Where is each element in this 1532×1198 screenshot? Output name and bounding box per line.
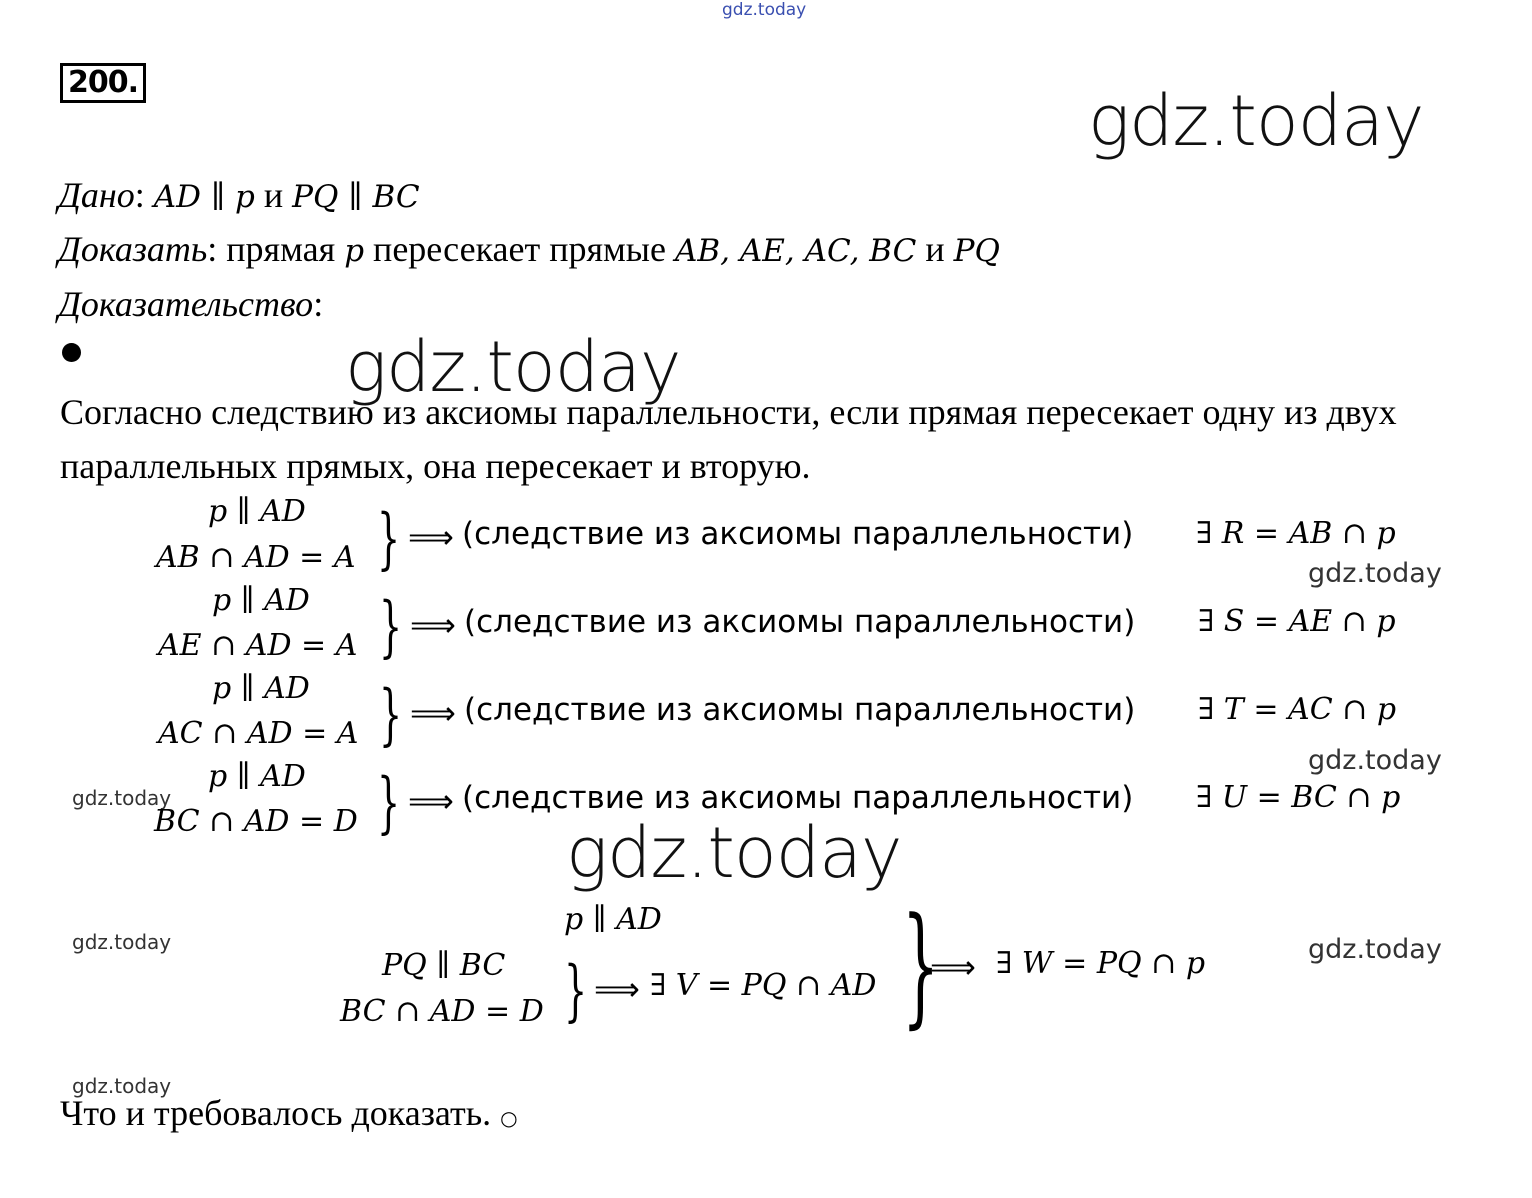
- watermark-small: gdz.today: [1308, 745, 1442, 776]
- given-conjunction: и: [263, 175, 284, 215]
- final-inner-premise-bottom: BC ∩ AD = D: [340, 994, 544, 1029]
- watermark-top: gdz.today: [722, 0, 807, 20]
- watermark-small: gdz.today: [1308, 558, 1442, 589]
- deduction-premise-bottom: BC ∩ AD = D: [154, 804, 358, 839]
- final-inner-result: ∃ V = PQ ∩ AD: [650, 968, 877, 1003]
- implies-arrow: ⟹: [410, 606, 456, 644]
- prove-variable: p: [344, 233, 365, 269]
- deduction-premise-bottom: AE ∩ AD = A: [158, 628, 358, 663]
- implies-arrow: ⟹: [410, 694, 456, 732]
- final-result: ∃ W = PQ ∩ p: [996, 946, 1206, 981]
- watermark-large: gdz.today: [345, 326, 681, 408]
- deduction-premise-top: p ∥ AD: [212, 671, 310, 706]
- right-brace-icon: }: [379, 676, 403, 753]
- deduction-premise-bottom: AC ∩ AD = A: [158, 716, 359, 751]
- conclusion-line: [60, 1092, 518, 1134]
- deduction-result: ∃ U = BC ∩ p: [1196, 780, 1401, 815]
- prove-label: Доказать: [58, 229, 208, 269]
- watermark-small: gdz.today: [72, 786, 172, 810]
- prove-line: [58, 228, 1000, 270]
- deduction-reason: (следствие из аксиомы параллельности): [464, 692, 1136, 728]
- deduction-result: ∃ T = AC ∩ p: [1198, 692, 1397, 727]
- prove-lines-list: AB, AE, AC, BC: [674, 233, 917, 269]
- deduction-premise-top: p ∥ AD: [212, 583, 310, 618]
- implies-arrow: ⟹: [408, 518, 454, 556]
- problem-number: 200.: [60, 63, 146, 103]
- given-condition-1: AD ∥ p: [153, 179, 255, 215]
- right-brace-icon: }: [564, 952, 588, 1029]
- given-label: Дано: [58, 175, 135, 215]
- watermark-small: gdz.today: [72, 930, 172, 954]
- final-inner-premise-top: PQ ∥ BC: [382, 948, 506, 983]
- final-outer-premise: p ∥ AD: [564, 902, 662, 937]
- deduction-reason: (следствие из аксиомы параллельности): [462, 516, 1134, 552]
- prove-text: : прямая: [207, 229, 336, 269]
- given-condition-2: PQ ∥ BC: [292, 179, 420, 215]
- prove-conjunction: и: [925, 229, 945, 269]
- given-colon: :: [134, 175, 145, 215]
- watermark-small: gdz.today: [72, 1074, 172, 1098]
- right-brace-icon: }: [379, 588, 403, 665]
- prove-text-2: пересекает прямые: [373, 229, 666, 269]
- proof-heading: [58, 283, 323, 325]
- right-brace-icon: }: [377, 764, 401, 841]
- proof-colon: :: [313, 284, 324, 324]
- end-of-proof-icon: ○: [500, 1106, 518, 1130]
- deduction-result: ∃ S = AE ∩ p: [1198, 604, 1396, 639]
- deduction-premise-top: p ∥ AD: [208, 759, 306, 794]
- implies-arrow: ⟹: [930, 948, 976, 986]
- deduction-premise-bottom: AB ∩ AD = A: [156, 540, 356, 575]
- deduction-reason: (следствие из аксиомы параллельности): [462, 780, 1134, 816]
- implies-arrow: ⟹: [408, 782, 454, 820]
- given-line: [58, 174, 420, 216]
- right-brace-icon: }: [377, 500, 401, 577]
- paragraph-line-2: параллельных прямых, она пересекает и вторую.: [60, 446, 811, 486]
- watermark-large: gdz.today: [566, 812, 902, 894]
- proof-label: Доказательство: [58, 284, 314, 324]
- deduction-result: ∃ R = AB ∩ p: [1196, 516, 1396, 551]
- watermark-large: gdz.today: [1088, 80, 1424, 162]
- large-right-brace-icon: }: [902, 889, 940, 1041]
- implies-arrow: ⟹: [594, 970, 640, 1008]
- bullet-icon: [62, 343, 81, 362]
- paragraph-line-1: Согласно следствию из аксиомы параллельности, если прямая пересекает одну из двух: [60, 392, 1397, 432]
- conclusion-text: Что и требовалось доказать.: [60, 1093, 492, 1133]
- watermark-small: gdz.today: [1308, 934, 1442, 965]
- deduction-premise-top: p ∥ AD: [208, 494, 306, 529]
- deduction-reason: (следствие из аксиомы параллельности): [464, 604, 1136, 640]
- prove-last-line: PQ: [953, 233, 1000, 269]
